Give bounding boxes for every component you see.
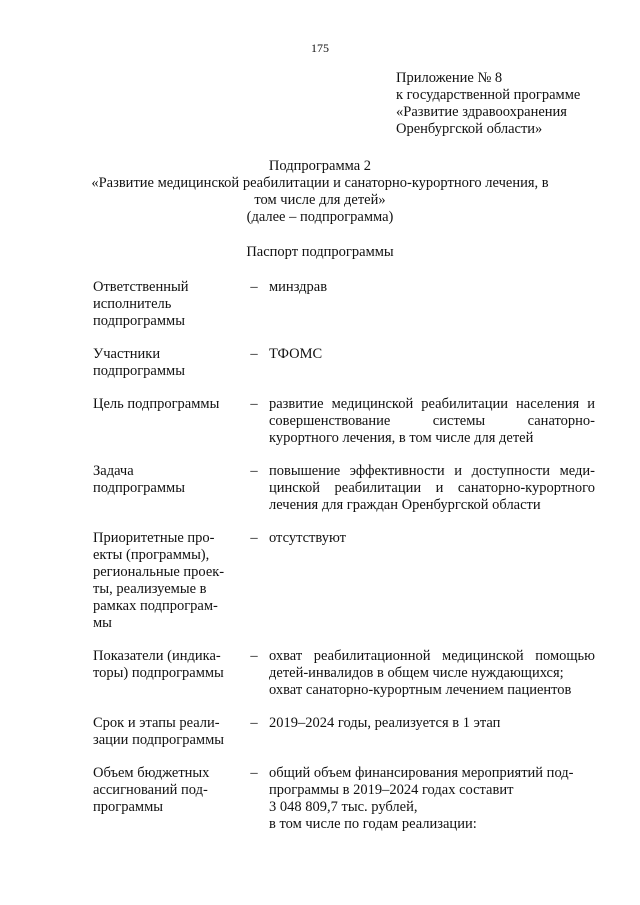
dash-separator: –: [250, 396, 258, 412]
label-line: Показатели (индика-: [93, 648, 221, 664]
label-line: исполнитель: [93, 296, 172, 312]
row-label: [93, 396, 233, 413]
row-value: [269, 648, 595, 699]
value-line: отсутствуют: [269, 530, 346, 546]
value-line: лечения для граждан Оренбургской области: [269, 497, 541, 513]
label-line: Ответственный: [93, 279, 189, 295]
row-label: [93, 648, 233, 682]
label-line: рамках подпрограм-: [93, 598, 218, 614]
value-line: 2019–2024 годы, реализуется в 1 этап: [269, 715, 501, 731]
dash-separator: –: [250, 530, 258, 546]
label-line: Срок и этапы реали-: [93, 715, 220, 731]
dash-separator: –: [250, 279, 258, 295]
label-line: Объем бюджетных: [93, 765, 210, 781]
appendix-line: Приложение № 8: [396, 70, 503, 86]
value-line: охват реабилитационной медицинской помощью: [269, 648, 595, 664]
title-line: (далее – подпрограмма): [246, 209, 394, 225]
row-label: [93, 530, 233, 632]
row-value: [269, 279, 595, 296]
label-line: подпрограммы: [93, 363, 185, 379]
title-line: том числе для детей»: [254, 192, 386, 208]
appendix-line: к государственной программе: [396, 87, 581, 103]
label-line: ассигнований под-: [93, 782, 208, 798]
row-label: [93, 279, 233, 330]
label-line: подпрограммы: [93, 480, 185, 496]
row-label: [93, 765, 233, 816]
label-line: программы: [93, 799, 163, 815]
label-line: Участники: [93, 346, 161, 362]
value-line: ТФОМС: [269, 346, 323, 362]
value-line: программы в 2019–2024 годах составит: [269, 782, 514, 798]
label-line: ты, реализуемые в: [93, 581, 207, 597]
subprogram-title: [0, 158, 640, 226]
row-label: [93, 346, 233, 380]
label-line: Цель подпрограммы: [93, 396, 220, 412]
value-line: цинской реабилитации и санаторно-курортного: [269, 480, 595, 496]
label-line: Задача: [93, 463, 134, 479]
value-line: минздрав: [269, 279, 328, 295]
label-line: торы) подпрограммы: [93, 665, 224, 681]
label-line: Приоритетные про-: [93, 530, 215, 546]
appendix-line: Оренбургской области»: [396, 121, 543, 137]
passport-title: Паспорт подпрограммы: [246, 244, 394, 260]
label-line: зации подпрограммы: [93, 732, 225, 748]
row-value: [269, 765, 595, 833]
dash-separator: –: [250, 648, 258, 664]
title-line: «Развитие медицинской реабилитации и санаторно-курортного лечения, в: [91, 175, 549, 191]
row-value: [269, 396, 595, 447]
label-line: подпрограммы: [93, 313, 185, 329]
row-value: [269, 715, 595, 732]
row-value: [269, 530, 595, 547]
value-line: охват санаторно-курортным лечением пациентов: [269, 682, 572, 698]
value-line: развитие медицинской реабилитации населения и: [269, 396, 595, 412]
dash-separator: –: [250, 463, 258, 479]
appendix-line: «Развитие здравоохранения: [396, 104, 567, 120]
value-line: повышение эффективности и доступности меди-: [269, 463, 595, 479]
dash-separator: –: [250, 715, 258, 731]
value-line: общий объем финансирования мероприятий под-: [269, 765, 574, 781]
row-value: [269, 463, 595, 514]
value-line: детей-инвалидов в общем числе нуждающихся;: [269, 665, 564, 681]
row-label: [93, 463, 233, 497]
title-line: Подпрограмма 2: [268, 158, 372, 174]
value-line: 3 048 809,7 тыс. рублей,: [269, 799, 418, 815]
page-number: 175: [311, 41, 329, 55]
value-line: курортного лечения, в том числе для детей: [269, 430, 534, 446]
dash-separator: –: [250, 765, 258, 781]
appendix-header: [396, 70, 636, 138]
dash-separator: –: [250, 346, 258, 362]
row-label: [93, 715, 233, 749]
label-line: мы: [93, 615, 112, 631]
value-line: совершенствование системы санаторно-: [269, 413, 595, 429]
label-line: региональные проек-: [93, 564, 225, 580]
label-line: екты (программы),: [93, 547, 210, 563]
row-value: [269, 346, 595, 363]
value-line: в том числе по годам реализации:: [269, 816, 477, 832]
